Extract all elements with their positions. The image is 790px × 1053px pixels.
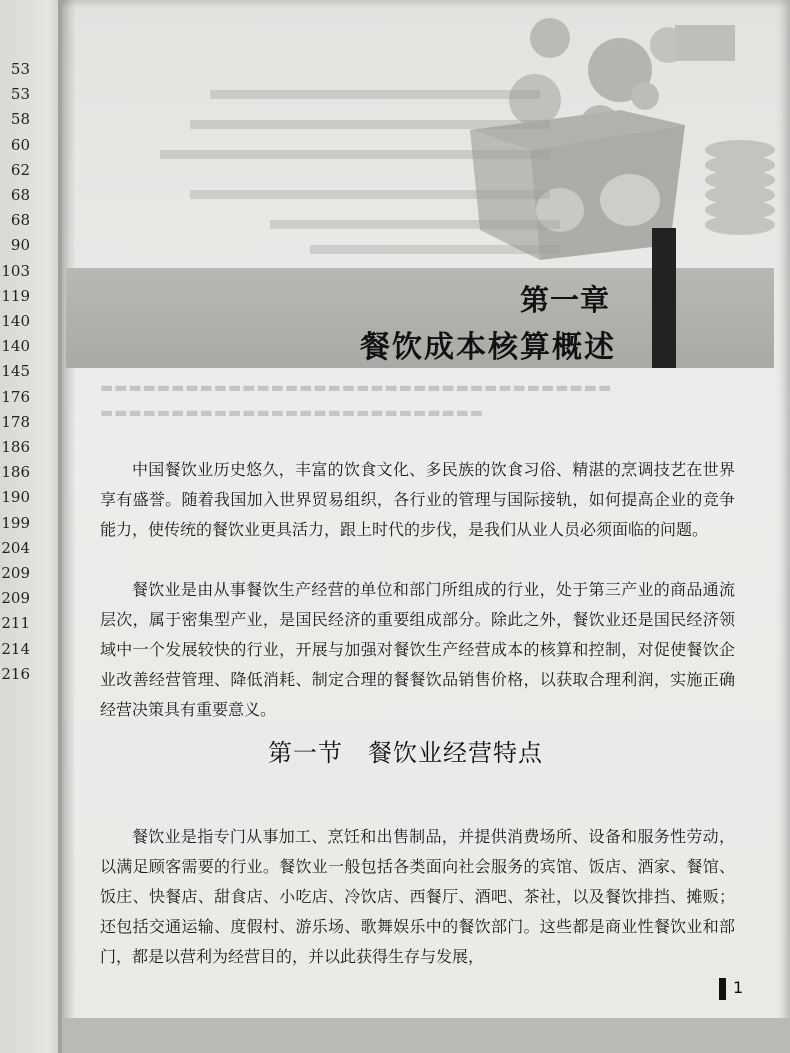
toc-page-number: 176	[1, 387, 30, 406]
toc-page-number: 103	[1, 261, 30, 280]
toc-page-number: 190	[1, 488, 30, 507]
section-paragraph: 餐饮业是指专门从事加工、烹饪和出售制品，并提供消费场所、设备和服务性劳动，以满足顾客需要的行业。餐饮业一般包括各类面向社会服务的宾馆、饭店、酒家、餐馆、饭庄、快餐店、甜食店、小吃店、冷饮店、西餐厅、酒吧、茶社，以及餐饮排挡、摊贩；还包括交通运输、度假村、游乐场、歌舞娱乐中的餐饮部门。这些都是商业性餐饮业和部门，都是以营利为经营目的，并以此获得生存与发展，	[100, 827, 735, 966]
toc-page-number: 140	[1, 337, 30, 356]
page-number-marker	[719, 978, 726, 1000]
toc-page-number: 60	[10, 135, 30, 154]
bleed-through-texture: ▬▬▬▬▬▬▬▬▬▬▬▬▬▬▬▬▬▬▬▬▬▬▬▬▬▬▬▬▬▬▬▬▬▬▬▬	[100, 380, 613, 396]
chapter-accent-bar	[652, 228, 676, 368]
toc-page-number: 199	[1, 513, 30, 532]
chapter-label: 第一章	[520, 283, 611, 317]
toc-page-number: 145	[1, 362, 30, 381]
toc-page-number: 204	[1, 538, 30, 557]
section-title: 第一节 餐饮业经营特点	[268, 739, 543, 767]
bleed-through-texture: ▬▬▬▬▬▬▬▬▬▬▬▬▬▬▬▬▬▬▬▬▬▬▬▬▬▬▬	[100, 405, 485, 421]
toc-page-number: 140	[1, 312, 30, 330]
toc-page-number: 68	[10, 186, 30, 204]
gutter-shadow	[58, 0, 76, 1053]
page-bottom-edge	[62, 1018, 790, 1053]
toc-page-number: 58	[10, 110, 30, 129]
toc-page-number: 90	[10, 236, 30, 255]
page-number: 1	[733, 978, 744, 997]
toc-page-number: 53	[10, 60, 30, 78]
toc-page-number: 68	[10, 211, 30, 230]
toc-page-number: 186	[1, 438, 30, 456]
toc-page-number: 214	[1, 639, 30, 658]
bleed-through-texture	[150, 80, 570, 270]
body-paragraph-1: 中国餐饮业历史悠久，丰富的饮食文化、多民族的饮食习俗、精湛的烹调技艺在世界享有盛誉。随着我国加入世界贸易组织，各行业的管理与国际接轨，如何提高企业的竞争能力，使传统的餐饮业更具活力，跟上时代的步伐，是我们从业人员必须面临的问题。	[100, 460, 735, 539]
body-paragraph-2: 餐饮业是由从事餐饮生产经营的单位和部门所组成的行业，处于第三产业的商品通流层次，属于密集型产业，是国民经济的重要组成部分。除此之外，餐饮业还是国民经济领域中一个发展较快的行业，开展与加强对餐饮生产经营成本的核算和控制，对促使餐饮企业改善经营管理、降低消耗、制定合理的餐餐饮品销售价格，以获取合理利润，实施正确经营决策具有重要意义。	[100, 580, 735, 719]
toc-page-number: 209	[1, 589, 30, 608]
toc-page-number: 216	[1, 664, 30, 683]
toc-page-number: 62	[10, 160, 30, 179]
chapter-title: 餐饮成本核算概述	[360, 330, 616, 365]
toc-page-number: 209	[1, 564, 30, 582]
toc-page-number: 53	[10, 85, 30, 104]
toc-page-number: 178	[1, 412, 30, 431]
toc-page-number: 119	[1, 286, 30, 305]
toc-page-number: 211	[1, 614, 30, 633]
toc-page-number: 186	[1, 463, 30, 482]
